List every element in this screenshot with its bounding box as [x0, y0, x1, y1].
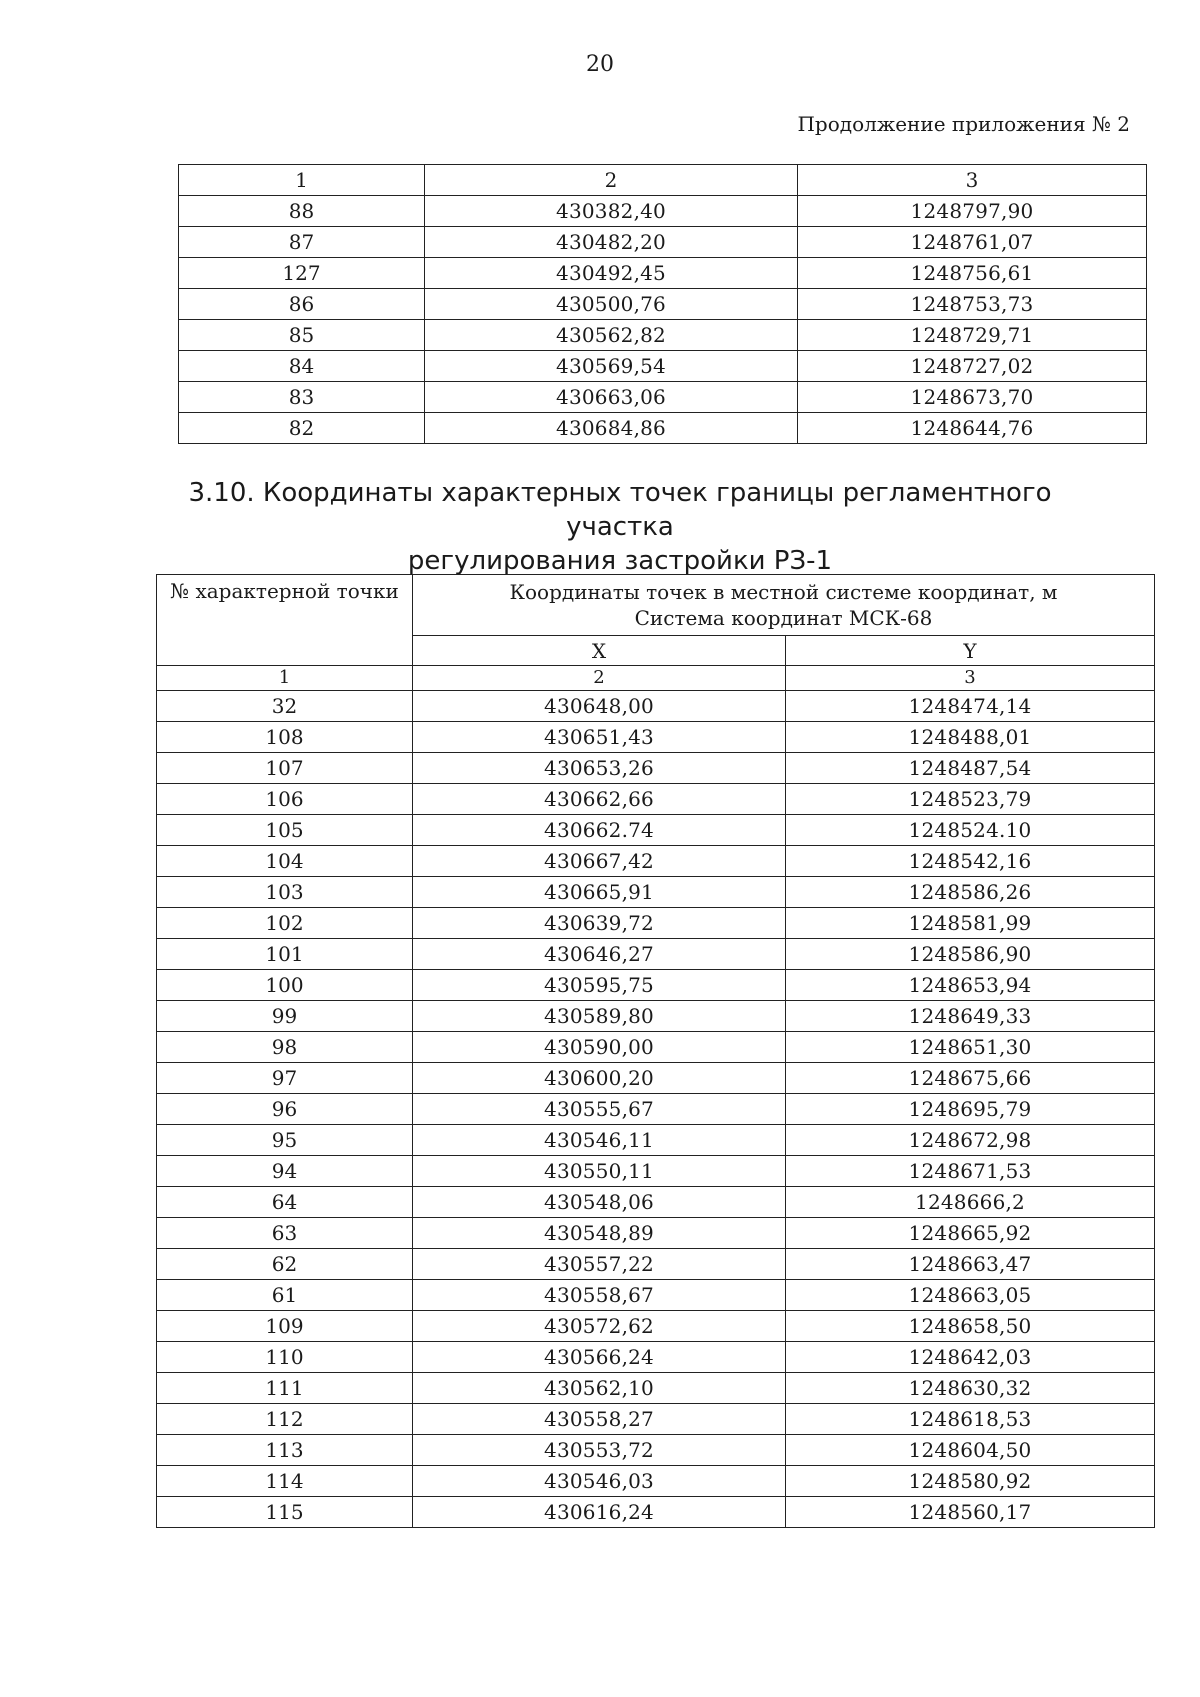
column-index-3: 3 — [798, 165, 1147, 196]
point-number-cell: 95 — [157, 1125, 413, 1156]
y-coordinate-cell: 1248658,50 — [786, 1311, 1155, 1342]
coordinates-header-line-1: Координаты точек в местной системе координат, м — [509, 580, 1058, 604]
table-row — [157, 784, 1155, 815]
coordinates-header-line-2: Система координат МСК-68 — [634, 606, 933, 630]
point-number-cell: 85 — [179, 320, 425, 351]
table-header-row — [157, 575, 1155, 636]
y-coordinate-cell: 1248673,70 — [798, 382, 1147, 413]
point-number-cell: 104 — [157, 846, 413, 877]
column-index-2: 2 — [425, 165, 798, 196]
table-row — [157, 1280, 1155, 1311]
x-coordinate-cell: 430665,91 — [413, 877, 786, 908]
point-number-cell: 113 — [157, 1435, 413, 1466]
column-index-1: 1 — [157, 666, 413, 691]
table-row — [157, 815, 1155, 846]
x-coordinate-cell: 430662.74 — [413, 815, 786, 846]
y-coordinate-cell: 1248630,32 — [786, 1373, 1155, 1404]
x-coordinate-cell: 430562,10 — [413, 1373, 786, 1404]
table-row — [179, 196, 1147, 227]
point-number-cell: 108 — [157, 722, 413, 753]
table-row — [157, 1218, 1155, 1249]
x-coordinate-cell: 430566,24 — [413, 1342, 786, 1373]
x-coordinate-cell: 430572,62 — [413, 1311, 786, 1342]
column-index-1: 1 — [179, 165, 425, 196]
table-row — [157, 1001, 1155, 1032]
y-coordinate-cell: 1248560,17 — [786, 1497, 1155, 1528]
x-coordinate-cell: 430382,40 — [425, 196, 798, 227]
y-coordinate-cell: 1248618,53 — [786, 1404, 1155, 1435]
coordinates-header — [413, 575, 1155, 636]
point-number-cell: 61 — [157, 1280, 413, 1311]
x-coordinate-cell: 430684,86 — [425, 413, 798, 444]
table-row — [179, 351, 1147, 382]
coordinates-table-continued — [178, 164, 1147, 444]
x-coordinate-cell: 430667,42 — [413, 846, 786, 877]
table-row — [157, 1032, 1155, 1063]
point-number-cell: 101 — [157, 939, 413, 970]
point-number-cell: 87 — [179, 227, 425, 258]
page-number: 20 — [586, 52, 614, 77]
x-coordinate-cell: 430590,00 — [413, 1032, 786, 1063]
y-coordinate-cell: 1248653,94 — [786, 970, 1155, 1001]
table-row — [157, 1404, 1155, 1435]
point-number-cell: 32 — [157, 691, 413, 722]
point-number-cell: 97 — [157, 1063, 413, 1094]
y-coordinate-cell: 1248663,05 — [786, 1280, 1155, 1311]
section-heading-line-2: регулирования застройки РЗ-1 — [407, 546, 833, 576]
x-coordinate-cell: 430600,20 — [413, 1063, 786, 1094]
x-coordinate-cell: 430558,67 — [413, 1280, 786, 1311]
point-number-cell: 109 — [157, 1311, 413, 1342]
table-row — [179, 382, 1147, 413]
point-number-cell: 83 — [179, 382, 425, 413]
y-coordinate-cell: 1248663,47 — [786, 1249, 1155, 1280]
point-number-cell: 96 — [157, 1094, 413, 1125]
y-coordinate-cell: 1248671,53 — [786, 1156, 1155, 1187]
point-number-cell: 110 — [157, 1342, 413, 1373]
y-coordinate-cell: 1248695,79 — [786, 1094, 1155, 1125]
table-row — [157, 722, 1155, 753]
point-number-cell: 100 — [157, 970, 413, 1001]
point-number-cell: 98 — [157, 1032, 413, 1063]
x-coordinate-cell: 430548,89 — [413, 1218, 786, 1249]
y-coordinate-cell: 1248729,71 — [798, 320, 1147, 351]
point-number-cell: 105 — [157, 815, 413, 846]
point-number-cell: 115 — [157, 1497, 413, 1528]
x-coordinate-cell: 430639,72 — [413, 908, 786, 939]
appendix-continuation-note: Продолжение приложения № 2 — [797, 112, 1130, 136]
point-number-cell: 84 — [179, 351, 425, 382]
x-coordinate-cell: 430663,06 — [425, 382, 798, 413]
table-row — [157, 1156, 1155, 1187]
column-index-row — [157, 666, 1155, 691]
y-coordinate-cell: 1248727,02 — [798, 351, 1147, 382]
table-row — [157, 691, 1155, 722]
table-row — [157, 753, 1155, 784]
table-row — [179, 289, 1147, 320]
point-number-cell: 103 — [157, 877, 413, 908]
y-coordinate-cell: 1248665,92 — [786, 1218, 1155, 1249]
x-coordinate-cell: 430651,43 — [413, 722, 786, 753]
point-number-cell: 106 — [157, 784, 413, 815]
y-coordinate-cell: 1248797,90 — [798, 196, 1147, 227]
x-axis-header: X — [413, 636, 786, 666]
point-number-cell: 88 — [179, 196, 425, 227]
y-coordinate-cell: 1248651,30 — [786, 1032, 1155, 1063]
x-coordinate-cell: 430546,03 — [413, 1466, 786, 1497]
table-row — [157, 877, 1155, 908]
point-number-header: № характерной точки — [157, 575, 413, 666]
table-row — [157, 1125, 1155, 1156]
y-coordinate-cell: 1248604,50 — [786, 1435, 1155, 1466]
table-body — [179, 196, 1147, 444]
y-coordinate-cell: 1248642,03 — [786, 1342, 1155, 1373]
point-number-cell: 62 — [157, 1249, 413, 1280]
table-row — [157, 1435, 1155, 1466]
table-row — [157, 1094, 1155, 1125]
point-number-cell: 112 — [157, 1404, 413, 1435]
point-number-cell: 107 — [157, 753, 413, 784]
y-axis-header: Y — [786, 636, 1155, 666]
point-number-cell: 64 — [157, 1187, 413, 1218]
point-number-cell: 63 — [157, 1218, 413, 1249]
x-coordinate-cell: 430548,06 — [413, 1187, 786, 1218]
x-coordinate-cell: 430546,11 — [413, 1125, 786, 1156]
table-row — [157, 939, 1155, 970]
x-coordinate-cell: 430500,76 — [425, 289, 798, 320]
point-number-cell: 127 — [179, 258, 425, 289]
column-index-2: 2 — [413, 666, 786, 691]
point-number-cell: 86 — [179, 289, 425, 320]
y-coordinate-cell: 1248644,76 — [798, 413, 1147, 444]
y-coordinate-cell: 1248524.10 — [786, 815, 1155, 846]
table-row — [157, 1342, 1155, 1373]
y-coordinate-cell: 1248488,01 — [786, 722, 1155, 753]
table-body — [157, 691, 1155, 1528]
x-coordinate-cell: 430557,22 — [413, 1249, 786, 1280]
rz1-coordinates-table — [156, 574, 1155, 1528]
y-coordinate-cell: 1248672,98 — [786, 1125, 1155, 1156]
y-coordinate-cell: 1248675,66 — [786, 1063, 1155, 1094]
table-row — [157, 970, 1155, 1001]
table-row — [157, 1373, 1155, 1404]
x-coordinate-cell: 430569,54 — [425, 351, 798, 382]
table-row — [179, 413, 1147, 444]
x-coordinate-cell: 430616,24 — [413, 1497, 786, 1528]
x-coordinate-cell: 430492,45 — [425, 258, 798, 289]
table-row — [157, 908, 1155, 939]
section-heading-line-1: 3.10. Координаты характерных точек границы регламентного участка — [188, 478, 1052, 542]
point-number-cell: 102 — [157, 908, 413, 939]
table-row — [157, 1063, 1155, 1094]
x-coordinate-cell: 430648,00 — [413, 691, 786, 722]
y-coordinate-cell: 1248756,61 — [798, 258, 1147, 289]
y-coordinate-cell: 1248761,07 — [798, 227, 1147, 258]
x-coordinate-cell: 430589,80 — [413, 1001, 786, 1032]
y-coordinate-cell: 1248487,54 — [786, 753, 1155, 784]
y-coordinate-cell: 1248542,16 — [786, 846, 1155, 877]
x-coordinate-cell: 430653,26 — [413, 753, 786, 784]
table-row — [157, 1249, 1155, 1280]
column-index-3: 3 — [786, 666, 1155, 691]
x-coordinate-cell: 430553,72 — [413, 1435, 786, 1466]
y-coordinate-cell: 1248580,92 — [786, 1466, 1155, 1497]
x-coordinate-cell: 430555,67 — [413, 1094, 786, 1125]
y-coordinate-cell: 1248581,99 — [786, 908, 1155, 939]
y-coordinate-cell: 1248586,90 — [786, 939, 1155, 970]
x-coordinate-cell: 430646,27 — [413, 939, 786, 970]
table-row — [157, 846, 1155, 877]
point-number-cell: 82 — [179, 413, 425, 444]
table-row — [157, 1187, 1155, 1218]
point-number-cell: 114 — [157, 1466, 413, 1497]
y-coordinate-cell: 1248666,2 — [786, 1187, 1155, 1218]
table-row — [157, 1497, 1155, 1528]
x-coordinate-cell: 430595,75 — [413, 970, 786, 1001]
y-coordinate-cell: 1248523,79 — [786, 784, 1155, 815]
x-coordinate-cell: 430558,27 — [413, 1404, 786, 1435]
point-number-cell: 94 — [157, 1156, 413, 1187]
table-row — [179, 227, 1147, 258]
table-row — [157, 1311, 1155, 1342]
point-number-cell: 111 — [157, 1373, 413, 1404]
x-coordinate-cell: 430562,82 — [425, 320, 798, 351]
section-heading — [140, 476, 1100, 578]
x-coordinate-cell: 430482,20 — [425, 227, 798, 258]
x-coordinate-cell: 430550,11 — [413, 1156, 786, 1187]
x-coordinate-cell: 430662,66 — [413, 784, 786, 815]
table-row — [179, 320, 1147, 351]
table-row — [157, 1466, 1155, 1497]
y-coordinate-cell: 1248586,26 — [786, 877, 1155, 908]
y-coordinate-cell: 1248753,73 — [798, 289, 1147, 320]
y-coordinate-cell: 1248474,14 — [786, 691, 1155, 722]
point-number-cell: 99 — [157, 1001, 413, 1032]
table-row — [179, 258, 1147, 289]
table-header-row — [179, 165, 1147, 196]
y-coordinate-cell: 1248649,33 — [786, 1001, 1155, 1032]
